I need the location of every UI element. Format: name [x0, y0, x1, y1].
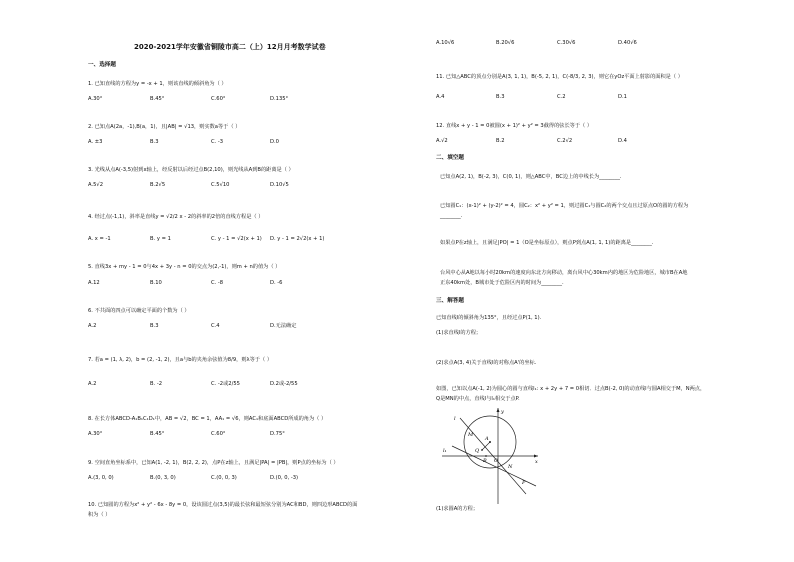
- q8-option-d: D.75°: [270, 431, 285, 437]
- q12-option-d: D.4: [618, 138, 627, 144]
- label-x: x: [535, 459, 538, 465]
- question-12: 12. 直线x + y - 1 = 0被圆(x + 1)² + y² = 3截得的弦长等于（ ）: [436, 123, 593, 129]
- label-a: A: [485, 436, 489, 442]
- answer-1-part1: (1)求直线l的方程；: [436, 330, 482, 336]
- q6-option-b: B.3: [150, 323, 159, 329]
- fill-2-line2: ________.: [440, 213, 463, 219]
- q8-option-a: A.30°: [88, 431, 103, 437]
- q11-option-d: D.1: [618, 94, 627, 100]
- q5-option-b: B.10: [150, 280, 162, 286]
- fill-3: 如果点P在z轴上，且满足|PO| = 1（O是坐标原点），则点P到点A(1, 1, 1)的距离是________.: [440, 240, 654, 246]
- q9-option-d: D.(0, 0, -3): [270, 475, 299, 481]
- question-6: 6. 不共面的四点可以确定平面的个数为（ ）: [88, 308, 190, 314]
- q8-option-b: B.45°: [150, 431, 165, 437]
- q5-option-c: C. -8: [211, 280, 224, 286]
- answer-2-stem-line1: 如图，已知以点A(-1, 2)为圆心的圆与直线l₁: x + 2y + 7 = 0相切．过点B(-2, 0)的动直线l与圆A相交于M，N两点，: [436, 386, 706, 392]
- q5-option-d: D. -6: [270, 280, 283, 286]
- q12-option-c: C.2√2: [557, 138, 573, 144]
- question-7: 7. 若a = (1, λ, 2)，b = (2, -1, 2)，且a与b的夹角余弦值为8/9，则λ等于（ ）: [88, 357, 273, 363]
- q4-option-c: C. y - 1 = √2(x + 1): [211, 236, 262, 242]
- answer-2-stem-line2: Q是MN的中点，直线l与l₁相交于点P.: [436, 396, 520, 402]
- q7-option-d: D.2或-2/55: [270, 381, 298, 387]
- q6-option-c: C.4: [211, 323, 220, 329]
- answer-2-part1: (1)求圆A的方程；: [436, 506, 479, 512]
- q9-option-c: C.(0, 0, 3): [211, 475, 237, 481]
- q4-option-b: B. y = 1: [150, 236, 171, 242]
- label-o: O: [494, 458, 499, 464]
- point-b: [485, 455, 487, 457]
- fill-4-line1: 台风中心从A地以每小时20km的速度向东北方向移动，离台风中心30km内的地区为危险地区，城市B在A地: [440, 270, 688, 276]
- q3-option-b: B.2√5: [150, 182, 166, 188]
- segment-aq: [482, 442, 490, 450]
- q11-option-a: A.4: [436, 94, 445, 100]
- question-2: 2. 已知点A(2a，-1),B(a，1)，且|AB| = √13，则实数a等于（ ）: [88, 124, 241, 130]
- q8-option-c: C.60°: [211, 431, 226, 437]
- section-fill-heading: 二、填空题: [436, 155, 464, 161]
- label-l: l: [454, 416, 456, 422]
- fill-4-line2: 正东40km处，B城市处于危险区内的时间为________.: [440, 280, 564, 286]
- question-10-line1: 10. 已知圆的方程为x² + y² - 6x - 8y = 0，设该圆过点(3,5)的最长弦和最短弦分别为AC和BD，则四边形ABCD的面: [88, 502, 358, 508]
- q10-option-c: C.30√6: [557, 40, 576, 46]
- q10-option-a: A.10√6: [436, 40, 455, 46]
- q11-option-b: B.3: [496, 94, 505, 100]
- label-n: N: [508, 464, 513, 470]
- q12-option-b: B.2: [496, 138, 505, 144]
- q2-option-d: D.0: [270, 139, 279, 145]
- label-p: P: [522, 480, 526, 486]
- section-choice-heading: 一、选择题: [88, 62, 116, 68]
- label-l1: l₁: [443, 448, 447, 454]
- point-a: [489, 441, 491, 443]
- answer-1-part2: (2)求点A(3, 4)关于直线l的对称点A'的坐标.: [436, 360, 537, 366]
- q2-option-a: A. ±3: [88, 139, 103, 145]
- q9-option-b: B.(0, 3, 0): [150, 475, 176, 481]
- question-4: 4. 经过点(-1,1)，斜率是直线y = √2/2 x - 2的斜率的2倍的直线方程是（ ）: [88, 214, 264, 220]
- fill-1: 已知点A(2, 1)，B(-2, 3)，C(0, 1)，则△ABC中，BC边上的中线长为________.: [440, 174, 622, 180]
- section-answer-heading: 三、解答题: [436, 298, 464, 304]
- q7-option-a: A.2: [88, 381, 97, 387]
- question-3: 3. 光线从点A(-3,5)射到x轴上，经反射以后经过点B(2,10)，则光线从A到B的距离是（ ）: [88, 167, 294, 173]
- q1-option-b: B.45°: [150, 96, 165, 102]
- q4-option-a: A. x = -1: [88, 236, 111, 242]
- q2-option-c: C. -3: [211, 139, 224, 145]
- q10-option-d: D.40√6: [618, 40, 637, 46]
- question-10-line2: 积为（ ）: [88, 512, 111, 518]
- q9-option-a: A.(3, 0, 0): [88, 475, 114, 481]
- question-11: 11. 已知△ABC的顶点分别是A(3, 1, 1)，B(-5, 2, 1)，C(-8/3, 2, 3)，则它在yOz平面上射影的面积是（ ）: [436, 74, 683, 80]
- q6-option-d: D.无法确定: [270, 323, 297, 329]
- page-title: 2020-2021学年安徽省铜陵市高二（上）12月月考数学试卷: [134, 43, 326, 51]
- question-8: 8. 在长方体ABCD-A₁B₁C₁D₁中，AB = √2，BC = 1，AA₁ = √6，则AC₁和底面ABCD所成的角为（ ）: [88, 416, 327, 422]
- q7-option-c: C. -2或2/55: [211, 381, 240, 387]
- question-5: 5. 直线3x + my - 1 = 0与4x + 3y - n = 0的交点为(2,-1)，则m + n的值为（ ）: [88, 264, 281, 270]
- y-axis-arrow: [497, 408, 500, 412]
- label-q: Q: [475, 448, 480, 454]
- q10-option-b: B.20√6: [496, 40, 515, 46]
- q2-option-b: B.3: [150, 139, 159, 145]
- question-9: 9. 空间直角坐标系中，已知A(1, -2, 1)，B(2, 2, 2)，点P在z轴上，且满足|PA| = |PB|，则P点的坐标为（ ）: [88, 460, 339, 466]
- answer-1-stem: 已知直线l的倾斜角为135°，且经过点P(1, 1).: [436, 315, 542, 321]
- label-b: B: [483, 458, 487, 464]
- question-1: 1. 已知直线的方程为y = -x + 1，则该直线的倾斜角为（ ）: [88, 81, 227, 87]
- q7-option-b: B. -2: [150, 381, 163, 387]
- q6-option-a: A.2: [88, 323, 97, 329]
- label-y: y: [501, 409, 504, 415]
- q5-option-a: A.12: [88, 280, 100, 286]
- fill-2-line1: 已知圆C₁：(x-1)² + (y-2)² = 4，圆C₂：x² + y² = 1，则过圆C₁与圆C₂的两个交点且过原点O的圆的方程为: [440, 203, 689, 209]
- q12-option-a: A.√2: [436, 138, 448, 144]
- geometry-figure: [440, 404, 542, 506]
- q3-option-c: C.5√10: [211, 182, 230, 188]
- label-m: M: [468, 432, 474, 438]
- q1-option-a: A.30°: [88, 96, 103, 102]
- q1-option-c: C.60°: [211, 96, 226, 102]
- q4-option-d: D. y - 1 = 2√2(x + 1): [270, 236, 325, 242]
- x-axis-arrow: [534, 455, 538, 458]
- q3-option-d: D.10√5: [270, 182, 289, 188]
- q3-option-a: A.5√2: [88, 182, 104, 188]
- q11-option-c: C.2: [557, 94, 566, 100]
- point-q: [481, 449, 483, 451]
- q1-option-d: D.135°: [270, 96, 289, 102]
